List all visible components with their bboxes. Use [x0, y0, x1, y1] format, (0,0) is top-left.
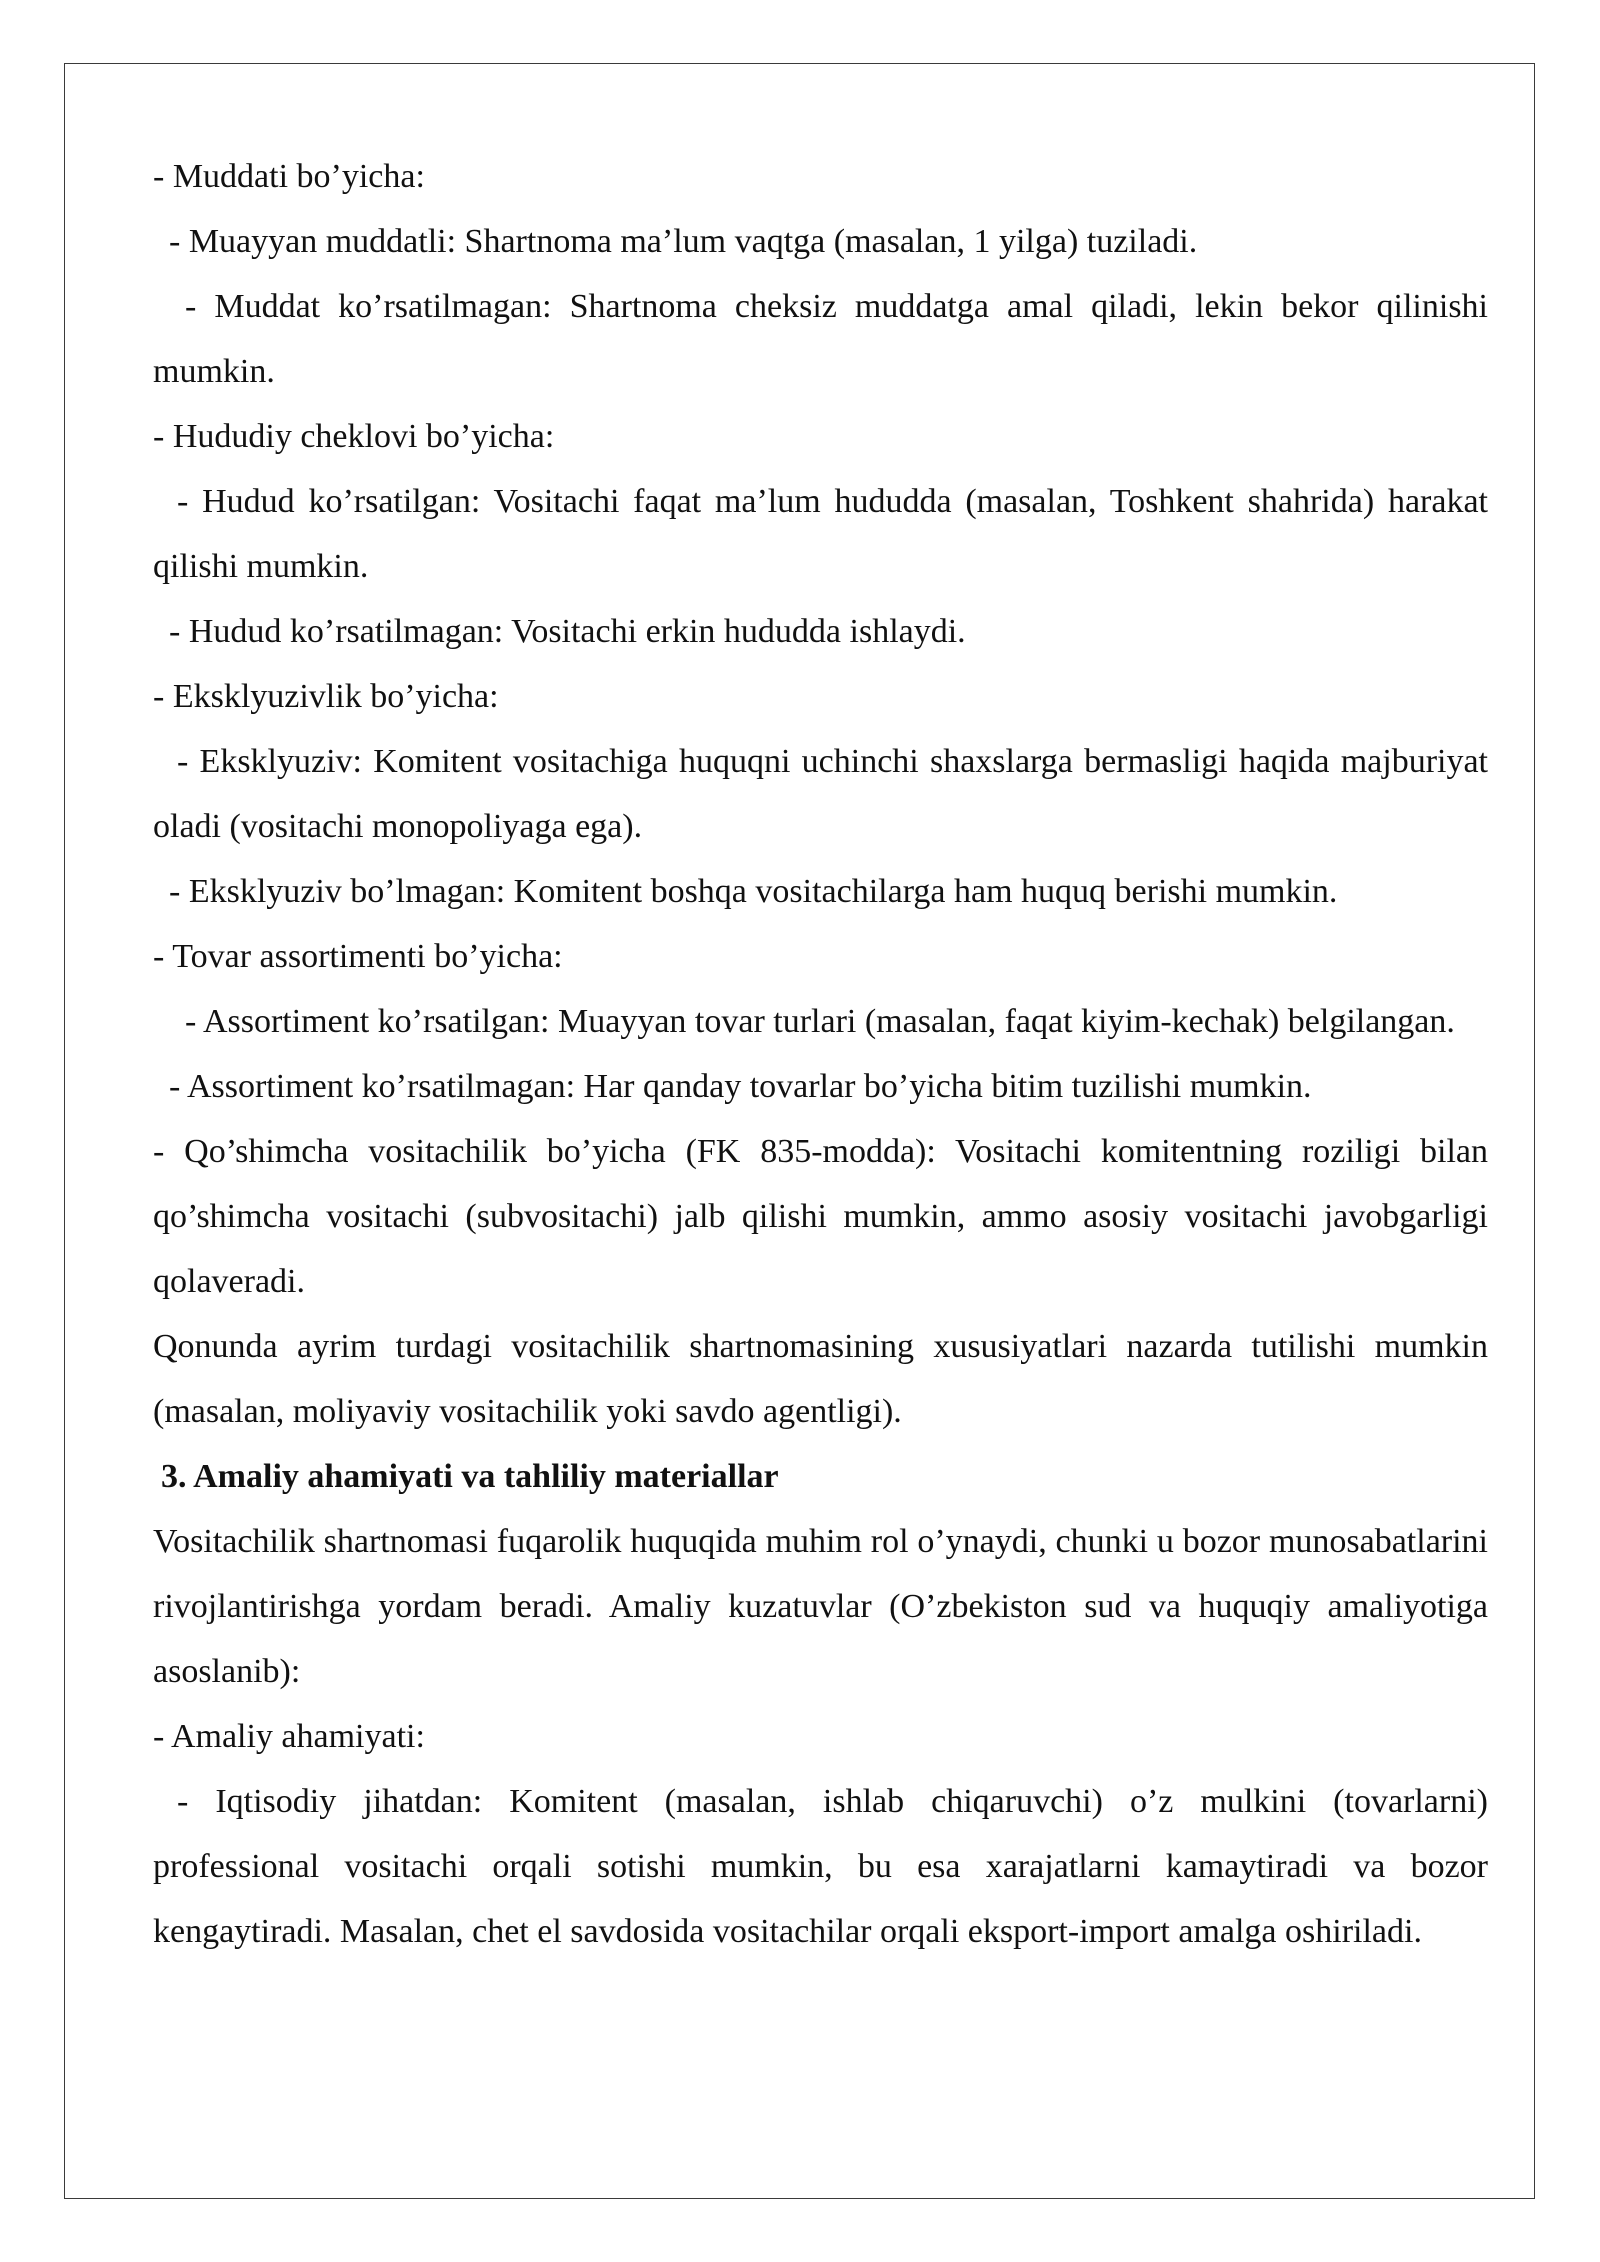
list-item: - Hududiy cheklovi bo’yicha: [153, 418, 555, 455]
list-item: - Assortiment ko’rsatilgan: Muayyan tovar turlari (masalan, faqat kiyim-kechak) belgilangan. [185, 1003, 1455, 1040]
section-heading: 3. Amaliy ahamiyati va tahliliy materiallar [161, 1458, 779, 1495]
list-item: - Eksklyuziv: Komitent vositachiga huquqni uchinchi shaxslarga bermasligi haqida majburiyat oladi (vositachi monopoliyaga ega). [153, 743, 1488, 845]
list-item: - Hudud ko’rsatilgan: Vositachi faqat ma’lum hududda (masalan, Toshkent shahrida) harakat qilishi mumkin. [153, 483, 1488, 585]
list-item: - Eksklyuzivlik bo’yicha: [153, 678, 499, 715]
list-item: - Assortiment ko’rsatilmagan: Har qanday tovarlar bo’yicha bitim tuzilishi mumkin. [169, 1068, 1312, 1105]
list-item: - Hudud ko’rsatilmagan: Vositachi erkin hududda ishlaydi. [169, 613, 966, 650]
paragraph: Qonunda ayrim turdagi vositachilik shartnomasining xususiyatlari nazarda tutilishi mumkin (masalan, moliyaviy vositachilik yoki savdo agentligi). [153, 1328, 1488, 1430]
list-item: - Qo’shimcha vositachilik bo’yicha (FK 835-modda): Vositachi komitentning roziligi bilan qo’shimcha vositachi (subvositachi) jalb qilishi mumkin, ammo asosiy vositachi javobgarligi qolaveradi. [153, 1133, 1488, 1300]
document-body [153, 144, 1488, 1964]
list-item: - Tovar assortimenti bo’yicha: [153, 938, 563, 975]
paragraph: Vositachilik shartnomasi fuqarolik huquqida muhim rol o’ynaydi, chunki u bozor munosabatlarini rivojlantirishga yordam beradi. Amaliy kuzatuvlar (O’zbekiston sud va huquqiy amaliyotiga asoslanib): [153, 1523, 1488, 1690]
list-item: - Muddati bo’yicha: [153, 158, 425, 195]
list-item: - Iqtisodiy jihatdan: Komitent (masalan, ishlab chiqaruvchi) o’z mulkini (tovarlarni) professional vositachi orqali sotishi mumkin, bu esa xarajatlarni kamaytiradi va bozor kengaytiradi. Masalan, chet el savdosida vositachilar orqali eksport-import amalga oshiriladi. [153, 1783, 1488, 1950]
list-item: - Amaliy ahamiyati: [153, 1718, 425, 1755]
list-item: - Eksklyuziv bo’lmagan: Komitent boshqa vositachilarga ham huquq berishi mumkin. [169, 873, 1338, 910]
list-item: - Muayyan muddatli: Shartnoma ma’lum vaqtga (masalan, 1 yilga) tuziladi. [169, 223, 1198, 260]
list-item: - Muddat ko’rsatilmagan: Shartnoma cheksiz muddatga amal qiladi, lekin bekor qilinishi mumkin. [153, 288, 1488, 390]
